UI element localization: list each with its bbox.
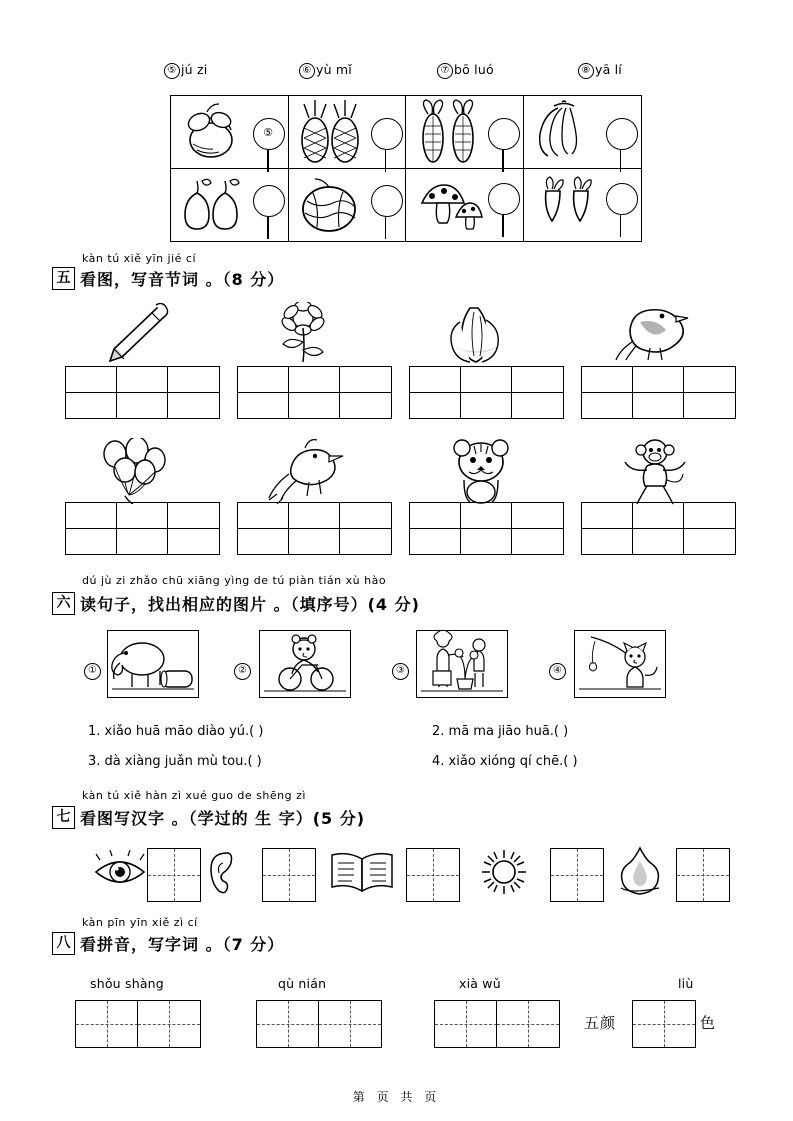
sentence-1-text: xiǎo huā māo diào yú.( ) [104,724,264,739]
top-label-4 [578,62,622,79]
picture-number-1: ① [84,663,101,680]
mushroom-picture [412,177,484,239]
syllable-grid-5[interactable] [65,502,220,555]
bird-picture [610,300,690,362]
radish-picture [532,175,604,237]
section-7-pinyin: kàn tú xiě hàn zì xué guo de shēng zì [82,789,306,802]
character-box-4[interactable] [550,848,604,902]
circle-number-7: ⑦ [437,63,453,79]
word-pinyin-3: xià wǔ [459,976,501,991]
picture-number-4: ④ [549,663,566,680]
picture-box-1[interactable] [107,630,199,698]
word-box-3a[interactable] [434,1000,498,1048]
tiger-picture [440,436,522,504]
top-label-3 [437,62,494,79]
grid-cell-2[interactable] [289,96,407,169]
picture-box-2[interactable] [259,630,351,698]
top-label-2 [299,62,352,79]
sentence-4-index: 4. [432,754,445,769]
cabbage-picture [440,302,516,364]
lollipop-empty-6[interactable] [371,185,403,239]
lollipop-marked[interactable] [253,118,285,172]
pencil-picture [100,303,170,363]
section-8-heading [52,932,284,955]
section-5-pinyin: kàn tú xiě yīn jié cí [82,252,197,265]
lollipop-empty-3[interactable] [488,118,520,172]
syllable-grid-1[interactable] [65,366,220,419]
lollipop-empty-8[interactable] [606,183,638,237]
top-label-2-pinyin: yù mǐ [316,62,352,77]
book-picture [330,849,394,895]
section-5-heading [52,267,284,290]
section-6-title: 读句子，找出相应的图片 。（填序号）(4 分) [80,595,420,614]
character-box-3[interactable] [406,848,460,902]
sun-picture [480,848,528,896]
grid-cell-5[interactable] [171,169,289,242]
character-box-2[interactable] [262,848,316,902]
banana-picture [528,100,600,168]
word-box-3b[interactable] [496,1000,560,1048]
syllable-grid-2[interactable] [237,366,392,419]
word-box-1b[interactable] [137,1000,201,1048]
top-label-1-pinyin: jú zi [181,62,208,77]
circle-number-5: ⑤ [164,63,180,79]
lollipop-empty-4[interactable] [606,118,638,172]
circle-number-8: ⑧ [578,63,594,79]
section-7-number: 七 [52,806,75,829]
sentence-2-index: 2. [432,724,445,739]
word-box-2b[interactable] [318,1000,382,1048]
flower-picture [265,302,341,364]
mother-watering-flowers-picture [417,631,505,695]
sentence-1 [88,724,263,739]
picture-number-2: ② [234,663,251,680]
picture-box-3[interactable] [416,630,508,698]
lollipop-empty-2[interactable] [371,118,403,172]
fire-picture [615,846,665,896]
lollipop-label: ⑤ [263,126,273,139]
word-pinyin-1: shǒu shàng [90,976,164,991]
top-label-4-pinyin: yā lí [595,62,622,77]
elephant-rolling-log-picture [108,631,196,695]
syllable-grid-6[interactable] [237,502,392,555]
section-8-pinyin: kàn pīn yīn xiě zì cí [82,916,198,929]
lollipop-empty-7[interactable] [488,183,520,237]
sentence-2-text: mā ma jiāo huā.( ) [448,724,569,739]
sentence-4-text: xiǎo xióng qí chē.( ) [448,754,578,769]
character-box-5[interactable] [676,848,730,902]
section-5-number: 五 [52,267,75,290]
word-box-4a[interactable] [632,1000,696,1048]
word-box-2a[interactable] [256,1000,320,1048]
ear-picture [205,849,239,895]
grid-cell-8[interactable] [524,169,642,242]
top-label-1 [164,62,207,79]
word-pinyin-4: liù [678,976,694,991]
syllable-grid-7[interactable] [409,502,564,555]
word-prefix-4: 五颜 [584,1014,617,1032]
grid-cell-4[interactable] [524,96,642,169]
section-5-title: 看图，写音节词 。（8 分） [80,270,285,289]
watermelon-picture [295,175,367,239]
picture-number-3: ③ [392,663,409,680]
top-label-3-pinyin: bō luó [454,62,494,77]
section-8-title: 看拼音，写字词 。（7 分） [80,935,285,954]
sentence-1-index: 1. [88,724,101,739]
cat-fishing-picture [575,631,663,695]
fruit-picture [177,100,247,166]
section-7-title: 看图写汉字 。（学过的 生 字）(5 分) [80,809,366,828]
section-8-number: 八 [52,932,75,955]
grid-cell-6[interactable] [289,169,407,242]
syllable-grid-4[interactable] [581,366,736,419]
bear-riding-bicycle-picture [260,631,348,695]
page-footer: 第 页 共 页 [352,1090,441,1104]
pear-picture [177,175,249,239]
monkey-picture [615,436,695,506]
eye-picture [92,850,148,894]
section-7-heading [52,806,365,829]
fruit-picture-grid [170,95,642,242]
syllable-grid-3[interactable] [409,366,564,419]
section-6-number: 六 [52,592,75,615]
woodpecker-picture [265,438,345,504]
sentence-3 [88,754,262,769]
section-6-heading [52,592,420,615]
section-6-pinyin: dú jù zi zhǎo chū xiāng yìng de tú piàn tián xù hào [82,574,387,587]
sentence-3-index: 3. [88,754,101,769]
picture-box-4[interactable] [574,630,666,698]
circle-number-6: ⑥ [299,63,315,79]
grid-cell-3[interactable] [406,96,524,169]
corn-picture [414,98,486,166]
sentence-2 [432,724,568,739]
word-suffix-4: 色 [700,1014,717,1032]
syllable-grid-8[interactable] [581,502,736,555]
sentence-4 [432,754,578,769]
balloons-picture [95,438,171,504]
sentence-3-text: dà xiàng juǎn mù tou.( ) [104,754,262,769]
grid-cell-7[interactable] [406,169,524,242]
lollipop-empty-5[interactable] [253,185,285,239]
word-pinyin-2: qù nián [278,976,327,991]
pineapple-picture [295,98,367,166]
word-box-1a[interactable] [75,1000,139,1048]
character-box-1[interactable] [147,848,201,902]
grid-cell-1[interactable] [171,96,289,169]
